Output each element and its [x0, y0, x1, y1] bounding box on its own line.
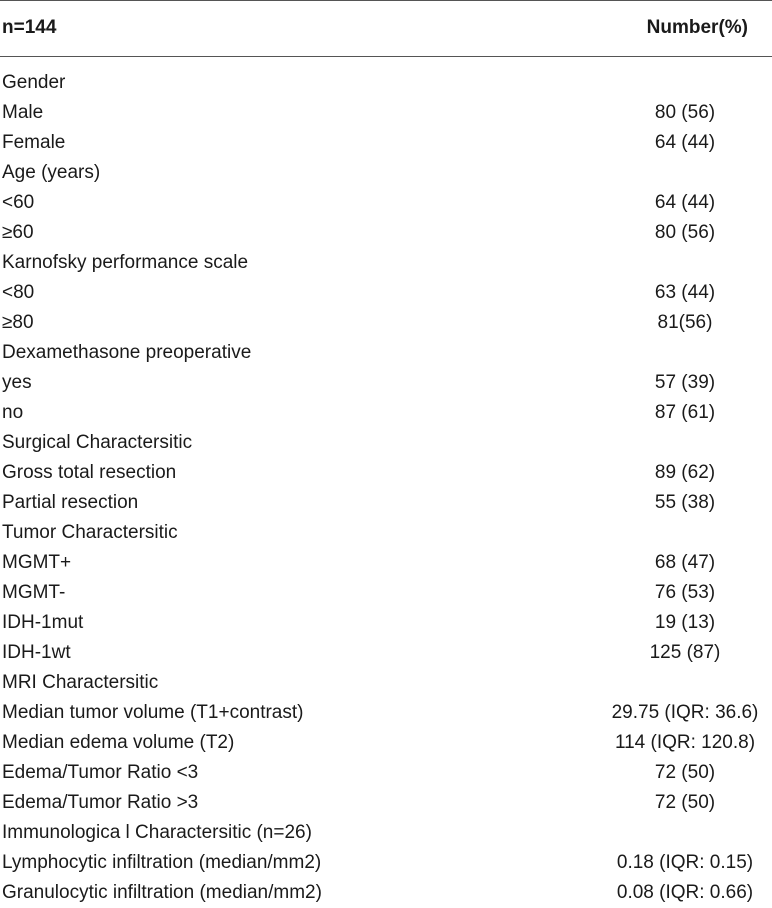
table-row — [0, 368, 772, 398]
row-label: Partial resection — [2, 492, 139, 513]
row-label: <60 — [2, 192, 35, 213]
row-label: Tumor Charactersitic — [2, 522, 178, 543]
row-label: Median tumor volume (T1+contrast) — [2, 702, 304, 723]
table-row — [0, 188, 772, 218]
row-label: Surgical Charactersitic — [2, 432, 193, 453]
row-value: 72 (50) — [654, 792, 716, 813]
table-row — [0, 68, 772, 98]
table-row — [0, 878, 772, 908]
row-label: <80 — [2, 282, 35, 303]
row-value: 57 (39) — [654, 372, 716, 393]
row-label: Immunologica l Charactersitic (n=26) — [2, 822, 312, 843]
table-row — [0, 428, 772, 458]
table-row — [0, 158, 772, 188]
row-label: Lymphocytic infiltration (median/mm2) — [2, 852, 322, 873]
table-row — [0, 308, 772, 338]
row-label: Edema/Tumor Ratio <3 — [2, 762, 199, 783]
row-label: no — [2, 402, 24, 423]
row-value: 63 (44) — [654, 282, 716, 303]
table-header-rule — [0, 56, 772, 57]
table-row — [0, 98, 772, 128]
row-value: 114 (IQR: 120.8) — [614, 732, 756, 753]
table-row — [0, 458, 772, 488]
row-label: MGMT+ — [2, 552, 72, 573]
table-row — [0, 638, 772, 668]
row-label: Dexamethasone preoperative — [2, 342, 252, 363]
row-label: Granulocytic infiltration (median/mm2) — [2, 882, 322, 903]
row-label: Gross total resection — [2, 462, 177, 483]
row-label: MGMT- — [2, 582, 66, 603]
row-value: 29.75 (IQR: 36.6) — [611, 702, 759, 723]
row-value: 89 (62) — [654, 462, 716, 483]
row-value: 64 (44) — [654, 132, 716, 153]
row-value: 81(56) — [657, 312, 713, 333]
table-row — [0, 698, 772, 728]
table-row — [0, 728, 772, 758]
row-value: 76 (53) — [654, 582, 716, 603]
table-row — [0, 668, 772, 698]
table-row — [0, 338, 772, 368]
row-label: Female — [2, 132, 66, 153]
row-value: 72 (50) — [654, 762, 716, 783]
row-value: 0.18 (IQR: 0.15) — [616, 852, 754, 873]
row-value: 87 (61) — [654, 402, 716, 423]
row-label: MRI Charactersitic — [2, 672, 159, 693]
row-label: Age (years) — [2, 162, 101, 183]
row-label: Male — [2, 102, 44, 123]
table-row — [0, 218, 772, 248]
row-label: IDH-1mut — [2, 612, 84, 633]
row-label: Median edema volume (T2) — [2, 732, 235, 753]
table-row — [0, 818, 772, 848]
table-header — [0, 0, 772, 56]
table-row — [0, 128, 772, 158]
row-label: Karnofsky performance scale — [2, 252, 249, 273]
table-body — [0, 68, 772, 908]
row-label: yes — [2, 372, 32, 393]
table-row — [0, 548, 772, 578]
table-row — [0, 848, 772, 878]
header-number-percent: Number(%) — [646, 17, 748, 38]
row-label: IDH-1wt — [2, 642, 71, 663]
row-label: Edema/Tumor Ratio >3 — [2, 792, 199, 813]
row-label: ≥80 — [2, 312, 34, 333]
table-row — [0, 488, 772, 518]
table-row — [0, 248, 772, 278]
row-value: 64 (44) — [654, 192, 716, 213]
table-row — [0, 398, 772, 428]
table-row — [0, 278, 772, 308]
table-row — [0, 608, 772, 638]
row-label: ≥60 — [2, 222, 34, 243]
table-row — [0, 788, 772, 818]
table-row — [0, 578, 772, 608]
header-sample-size: n=144 — [2, 17, 57, 38]
table-row — [0, 518, 772, 548]
row-value: 68 (47) — [654, 552, 716, 573]
row-label: Gender — [2, 72, 66, 93]
row-value: 19 (13) — [654, 612, 716, 633]
row-value: 80 (56) — [654, 222, 716, 243]
row-value: 55 (38) — [654, 492, 716, 513]
row-value: 80 (56) — [654, 102, 716, 123]
row-value: 125 (87) — [649, 642, 721, 663]
table-row — [0, 758, 772, 788]
row-value: 0.08 (IQR: 0.66) — [616, 882, 754, 903]
